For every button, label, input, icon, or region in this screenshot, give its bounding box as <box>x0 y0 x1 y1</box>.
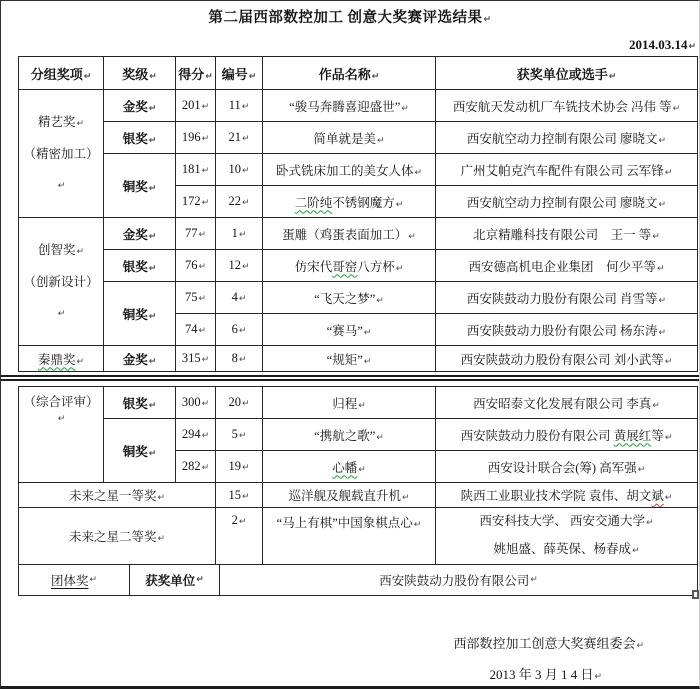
paragraph-mark-icon: ↵ <box>238 326 247 336</box>
paragraph-mark-icon: ↵ <box>594 672 602 682</box>
paragraph-mark-icon: ↵ <box>201 355 210 365</box>
cell-score: 196↵ <box>176 122 216 154</box>
paragraph-mark-icon: ↵ <box>358 400 366 411</box>
cell-winner: 西安陕鼓动力股份有限公司 杨东涛↵ <box>436 314 698 346</box>
cell-winner: 西安陕鼓动力股份有限公司 刘小武等↵ <box>436 346 698 372</box>
winner-text: 陕西工业职业技术学院 袁伟、胡文 <box>460 489 652 503</box>
cell-score: 75↵ <box>176 282 216 314</box>
paragraph-mark-icon: ↵ <box>241 134 250 144</box>
paragraph-mark-icon: ↵ <box>148 356 157 367</box>
paragraph-mark-icon: ↵ <box>413 520 422 530</box>
cell-number: 22↵ <box>216 186 263 218</box>
header-group: 分组奖项↵ <box>19 57 104 90</box>
table-row <box>19 508 698 565</box>
paragraph-mark-icon: ↵ <box>358 464 366 475</box>
cell-winner: 西安航空动力控制有限公司 廖晓文↵ <box>436 122 698 154</box>
winner-line: 西安科技大学、 西安交通大学↵ <box>479 514 654 528</box>
paragraph-mark-icon: ↵ <box>664 493 673 503</box>
paragraph-mark-icon: ↵ <box>76 356 85 367</box>
paragraph-mark-icon: ↵ <box>148 400 157 411</box>
team-award-label: 团体奖 <box>50 574 89 588</box>
paragraph-mark-icon: ↵ <box>631 546 640 556</box>
cell-number: 5↵ <box>216 419 263 451</box>
cell-winner: 广州艾帕克汽车配件有限公司 云军锋↵ <box>436 154 698 186</box>
paragraph-mark-icon: ↵ <box>238 355 247 365</box>
header-work-name: 作品名称↵ <box>263 57 436 90</box>
winner-text: 等 <box>651 428 664 443</box>
paragraph-mark-icon: ↵ <box>83 71 92 82</box>
table-row <box>19 154 698 186</box>
paragraph-mark-icon: ↵ <box>201 166 210 176</box>
paragraph-mark-icon: ↵ <box>148 231 157 242</box>
cell-number: 19↵ <box>216 451 263 483</box>
group-subname: （精密加工）↵ <box>23 146 99 191</box>
cell-score: 76↵ <box>176 250 216 282</box>
cell-work: “赛马”↵ <box>263 314 436 346</box>
cell-score: 181↵ <box>176 154 216 186</box>
cell-winning-unit-label: 获奖单位 ↵ <box>130 565 220 595</box>
paragraph-mark-icon: ↵ <box>148 183 157 194</box>
spellcheck-marked-text: 心幡 <box>332 460 358 475</box>
table-row <box>19 565 698 596</box>
paragraph-mark-icon: ↵ <box>198 262 207 272</box>
cell-winner: 北京精雕科技有限公司 王一 等↵ <box>436 218 698 250</box>
page-break-line <box>1 375 699 377</box>
paragraph-mark-icon: ↵ <box>148 263 157 274</box>
cell-number: 11↵ <box>216 90 263 122</box>
cell-number: 10↵ <box>216 154 263 186</box>
table-row <box>19 387 698 419</box>
paragraph-mark-icon: ↵ <box>401 103 409 114</box>
paragraph-mark-icon: ↵ <box>89 575 98 585</box>
table-row <box>19 90 698 122</box>
table-resize-handle[interactable] <box>692 590 699 599</box>
document-date: 2014.03.14↵ <box>628 37 696 52</box>
team-award-row <box>19 565 698 596</box>
cell-score: 201↵ <box>176 90 216 122</box>
cell-group-jingyi <box>19 90 104 218</box>
paragraph-mark-icon: ↵ <box>483 15 492 25</box>
paragraph-mark-icon: ↵ <box>201 134 210 144</box>
cell-award: 铜奖↵ <box>104 419 176 483</box>
paragraph-mark-icon: ↵ <box>148 103 157 114</box>
paragraph-mark-icon: ↵ <box>376 135 385 146</box>
cell-score: 315↵ <box>176 346 216 372</box>
cell-number: 21↵ <box>216 122 263 154</box>
paragraph-mark-icon: ↵ <box>408 231 416 242</box>
paragraph-mark-icon: ↵ <box>652 231 660 242</box>
cell-number: 6↵ <box>216 314 263 346</box>
cell-group-zonghe: （综合评审）↵ <box>19 387 104 483</box>
cell-work: 归程↵ <box>263 387 436 419</box>
paragraph-mark-icon: ↵ <box>658 199 667 210</box>
cell-work: “骏马奔腾喜迎盛世”↵ <box>263 90 436 122</box>
awards-table-part2 <box>18 386 698 596</box>
document-title: 第二届西部数控加工 创意大奖赛评选结果↵ <box>208 10 492 26</box>
paragraph-mark-icon: ↵ <box>148 311 157 322</box>
spellcheck-marked-text: 黄展红 <box>613 428 652 443</box>
table-row <box>19 250 698 282</box>
spellcheck-marked-text: 斌 <box>651 489 664 503</box>
paragraph-mark-icon: ↵ <box>241 102 250 112</box>
cell-award: 银奖↵ <box>104 250 176 282</box>
cell-award: 铜奖↵ <box>104 154 176 218</box>
paragraph-mark-icon: ↵ <box>76 118 85 129</box>
paragraph-mark-icon: ↵ <box>656 263 665 274</box>
cell-work: “携航之歌”↵ <box>263 419 436 451</box>
paragraph-mark-icon: ↵ <box>196 575 204 585</box>
cell-work: “马上有棋”中国象棋点心↵ <box>263 508 436 565</box>
cell-group-qinding <box>19 346 104 372</box>
paragraph-mark-icon: ↵ <box>57 180 66 191</box>
paragraph-mark-icon: ↵ <box>205 71 213 82</box>
paragraph-mark-icon: ↵ <box>201 431 210 441</box>
cell-work: “飞天之梦”↵ <box>263 282 436 314</box>
cell-work: 巡洋舰及舰载直升机↵ <box>263 483 436 508</box>
paragraph-mark-icon: ↵ <box>637 464 646 475</box>
paragraph-mark-icon: ↵ <box>658 135 667 146</box>
cell-score: 294↵ <box>176 419 216 451</box>
paragraph-mark-icon: ↵ <box>241 399 250 409</box>
paragraph-mark-icon: ↵ <box>76 246 85 257</box>
paragraph-mark-icon: ↵ <box>157 493 166 503</box>
paragraph-mark-icon: ↵ <box>238 294 247 304</box>
paragraph-mark-icon: ↵ <box>201 463 210 473</box>
paragraph-mark-icon: ↵ <box>238 431 247 441</box>
paragraph-mark-icon: ↵ <box>363 356 372 367</box>
cell-winner: 西安设计联合会(筹) 高军强↵ <box>436 451 698 483</box>
paragraph-mark-icon: ↵ <box>664 356 673 367</box>
paragraph-mark-icon: ↵ <box>248 71 257 82</box>
cell-category-label: 未来之星一等奖↵ <box>19 483 216 508</box>
spellcheck-marked-text: 哥窑 <box>332 259 358 274</box>
paragraph-mark-icon: ↵ <box>646 518 654 528</box>
footer-date: 2013 年 3 月 1 4 日↵ <box>489 667 602 682</box>
paragraph-mark-icon: ↵ <box>664 167 673 178</box>
cell-score: 74↵ <box>176 314 216 346</box>
cell-number: 2↵ <box>216 508 263 565</box>
group-name: 创智奖↵ <box>37 242 85 257</box>
winner-line: 姚旭盛、薛英保、杨春成↵ <box>493 542 640 556</box>
spellcheck-marked-text: 秦鼎奖 <box>37 352 76 367</box>
paragraph-mark-icon: ↵ <box>672 103 681 114</box>
paragraph-mark-icon: ↵ <box>395 199 404 210</box>
cell-winner: 西安德高机电企业集团 何少平等↵ <box>436 250 698 282</box>
cell-work <box>263 250 436 282</box>
cell-winner: 西安昭泰文化发展有限公司 李真↵ <box>436 387 698 419</box>
header-winner: 获奖单位或选手↵ <box>436 57 698 90</box>
paragraph-mark-icon: ↵ <box>148 135 157 146</box>
paragraph-mark-icon: ↵ <box>201 399 210 409</box>
cell-winner: 西安陕鼓动力股份有限公司 ↵ <box>379 574 538 588</box>
paragraph-mark-icon: ↵ <box>241 198 250 208</box>
table-row <box>19 282 698 314</box>
paragraph-mark-icon: ↵ <box>376 432 384 443</box>
cell-score: 172↵ <box>176 186 216 218</box>
cell-award: 金奖↵ <box>104 90 176 122</box>
cell-score: 77↵ <box>176 218 216 250</box>
paragraph-mark-icon: ↵ <box>238 517 247 527</box>
paragraph-mark-icon: ↵ <box>198 326 207 336</box>
header-score: 得分↵ <box>176 57 216 90</box>
paragraph-mark-icon: ↵ <box>198 294 207 304</box>
work-text: 不锈钢魔方 <box>332 195 395 210</box>
cell-group-chuangzhi <box>19 218 104 346</box>
cell-winner: 西安航空动力控制有限公司 廖晓文↵ <box>436 186 698 218</box>
cell-work: 蛋雕（鸡蛋表面加工）↵ <box>263 218 436 250</box>
cell-winner: 西安航天发动机厂车铣技术协会 冯伟 等↵ <box>436 90 698 122</box>
paragraph-mark-icon: ↵ <box>241 491 250 502</box>
paragraph-mark-icon: ↵ <box>376 295 384 306</box>
paragraph-mark-icon: ↵ <box>238 230 247 240</box>
table-row <box>19 346 698 372</box>
paragraph-mark-icon: ↵ <box>652 400 660 411</box>
paragraph-mark-icon: ↵ <box>664 432 673 443</box>
paragraph-mark-icon: ↵ <box>414 167 423 178</box>
cell-number: 20↵ <box>216 387 263 419</box>
cell-work <box>263 451 436 483</box>
spellcheck-marked-text: 二阶纯 <box>294 195 333 210</box>
cell-winner <box>436 508 698 565</box>
paragraph-mark-icon: ↵ <box>57 308 66 319</box>
cell-winner: 西安陕鼓动力股份有限公司 肖雪等↵ <box>436 282 698 314</box>
paragraph-mark-icon: ↵ <box>198 230 207 240</box>
cell-award: 银奖↵ <box>104 122 176 154</box>
paragraph-mark-icon: ↵ <box>608 71 617 82</box>
cell-work: 卧式铣床加工的美女人体↵ <box>263 154 436 186</box>
cell-work <box>263 186 436 218</box>
cell-score: 300↵ <box>176 387 216 419</box>
paragraph-mark-icon: ↵ <box>241 262 250 272</box>
work-text: 仿宋代 <box>294 259 333 274</box>
paragraph-mark-icon: ↵ <box>636 641 644 651</box>
paragraph-mark-icon: ↵ <box>363 327 372 338</box>
cell-award: 金奖↵ <box>104 218 176 250</box>
winner-text: 西安陕鼓动力股份有限公司 <box>460 428 614 443</box>
paragraph-mark-icon: ↵ <box>157 534 166 544</box>
cell-award: 银奖↵ <box>104 387 176 419</box>
cell-winner <box>436 483 698 508</box>
cell-team-award <box>19 565 130 595</box>
table-row <box>19 483 698 508</box>
cell-number: 4↵ <box>216 282 263 314</box>
paragraph-mark-icon: ↵ <box>371 71 380 82</box>
cell-number: 1↵ <box>216 218 263 250</box>
group-subname: （创新设计）↵ <box>23 274 99 319</box>
paragraph-mark-icon: ↵ <box>149 71 157 82</box>
paragraph-mark-icon: ↵ <box>395 263 404 274</box>
paragraph-mark-icon: ↵ <box>658 327 667 338</box>
cell-work: “规矩”↵ <box>263 346 436 372</box>
paragraph-mark-icon: ↵ <box>241 166 250 176</box>
paragraph-mark-icon: ↵ <box>658 295 667 306</box>
paragraph-mark-icon: ↵ <box>241 463 250 473</box>
page-break-line <box>1 379 699 381</box>
table-row <box>19 218 698 250</box>
footer-committee: 西部数控加工创意大奖赛组委会↵ <box>453 636 644 651</box>
awards-table-part1 <box>18 56 698 372</box>
cell-number: 8↵ <box>216 346 263 372</box>
paragraph-mark-icon: ↵ <box>530 575 538 585</box>
table-row <box>19 419 698 451</box>
paragraph-mark-icon: ↵ <box>201 102 210 112</box>
cell-award: 铜奖↵ <box>104 282 176 346</box>
table-header-row <box>19 57 698 90</box>
paragraph-mark-icon: ↵ <box>401 493 410 503</box>
paragraph-mark-icon: ↵ <box>688 42 696 52</box>
paragraph-mark-icon: ↵ <box>57 414 66 424</box>
header-number: 编号↵ <box>216 57 263 90</box>
paragraph-mark-icon: ↵ <box>148 448 157 459</box>
cell-number: 12↵ <box>216 250 263 282</box>
group-name: 精艺奖↵ <box>37 114 85 129</box>
cell-work: 简单就是美↵ <box>263 122 436 154</box>
table-row <box>19 122 698 154</box>
header-award-level: 奖级↵ <box>104 57 176 90</box>
cell-number: 15↵ <box>216 483 263 508</box>
cell-category-label: 未来之星二等奖↵ <box>19 508 216 565</box>
cell-score: 282↵ <box>176 451 216 483</box>
cell-award: 金奖↵ <box>104 346 176 372</box>
cell-winner <box>436 419 698 451</box>
paragraph-mark-icon: ↵ <box>201 198 210 208</box>
work-text: 八方杯 <box>357 259 395 274</box>
